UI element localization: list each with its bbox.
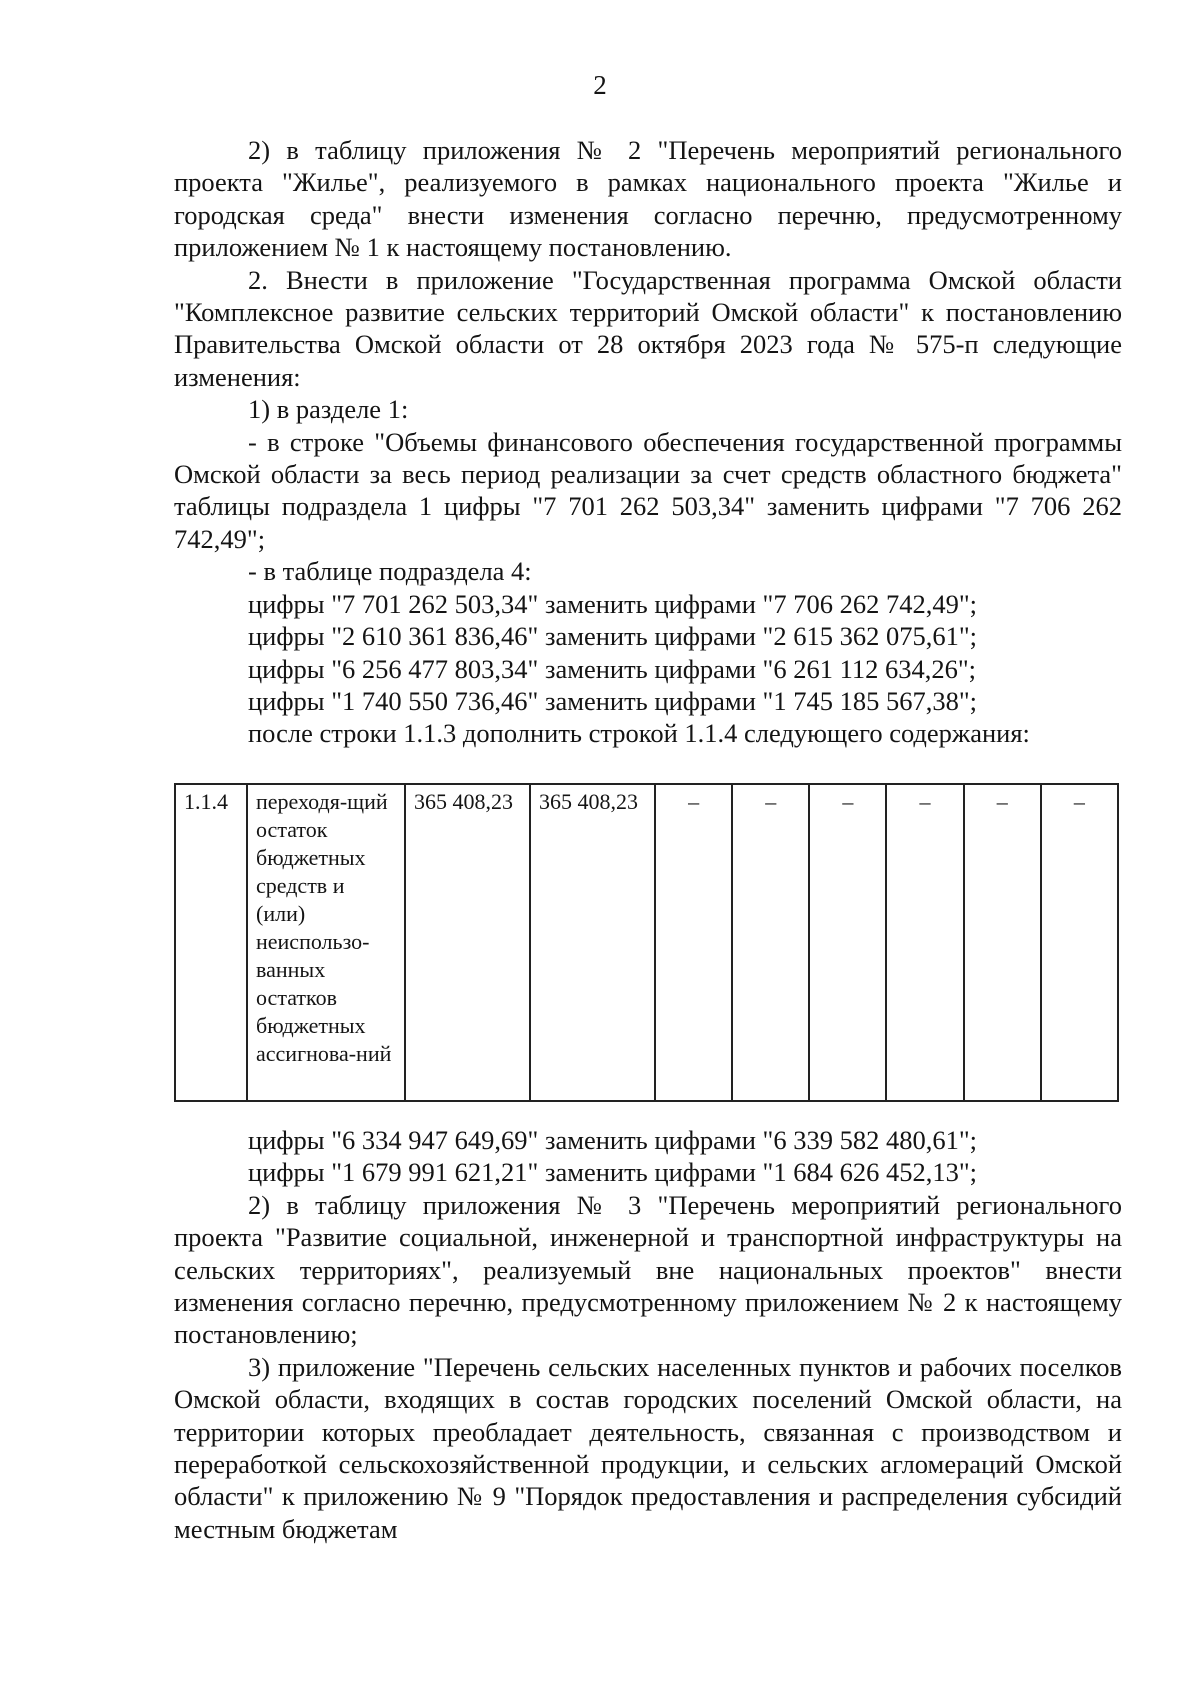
replacement-line: цифры "2 610 361 836,46" заменить цифрами "2 615 362 075,61"; — [248, 621, 978, 652]
table-row — [175, 784, 1118, 1101]
row-name-cell: переходя-щий остаток бюджетных средств и (или) неиспользо-ванных остатков бюджетных ассигнова-ний — [247, 784, 405, 1101]
replacement-line: цифры "1 740 550 736,46" заменить цифрами "1 745 185 567,38"; — [248, 685, 978, 716]
dash-cell: – — [809, 784, 886, 1101]
replacement-line: цифры "1 679 991 621,21" заменить цифрами "1 684 626 452,13"; — [248, 1157, 978, 1188]
paragraph-section-1-heading: 1) в разделе 1: — [248, 394, 409, 425]
value-cell-1: 365 408,23 — [405, 784, 530, 1101]
value-cell-2: 365 408,23 — [530, 784, 655, 1101]
paragraph-item-3-appendix: 3) приложение "Перечень сельских населенных пунктов и рабочих поселков Омской области, входящих в состав городских поселений Омской области, на территории которых преобладает деятельность, связанная с производством и переработкой сельскохозяйственной продукции, и сельских агломераций Омской области" к приложению № 9 "Порядок предоставления и распределения субсидий местным бюджетам — [174, 1351, 1122, 1544]
bottom-text-block — [174, 1124, 1122, 1545]
dash-cell: – — [655, 784, 732, 1101]
dash-cell: – — [886, 784, 963, 1101]
paragraph-section-2-intro: 2. Внести в приложение "Государственная программа Омской области "Комплексное развитие сельских территорий Омской области" к постановлению Правительства Омской области от 28 октября 2023 года № 575-п следующие изменения: — [174, 264, 1122, 392]
paragraph-item-2-appendix-2: 2) в таблицу приложения № 2 "Перечень мероприятий регионального проекта "Жилье", реализуемого в рамках национального проекта "Жилье и городская среда" внести изменения согласно перечню, предусмотренному приложением № 1 к настоящему постановлению. — [174, 135, 1122, 263]
replacement-line: цифры "7 701 262 503,34" заменить цифрами "7 706 262 742,49"; — [248, 588, 978, 619]
replacement-line: цифры "6 256 477 803,34" заменить цифрами "6 261 112 634,26"; — [248, 653, 977, 684]
top-text-block — [174, 134, 1122, 750]
paragraph-item-2-appendix-3: 2) в таблицу приложения № 3 "Перечень мероприятий регионального проекта "Развитие социальной, инженерной и транспортной инфраструктуры на сельских территориях", реализуемый вне национальных проектов" внести изменения согласно перечню, предусмотренному приложением № 2 к настоящему постановлению; — [174, 1189, 1122, 1350]
replacement-line: цифры "6 334 947 649,69" заменить цифрами "6 339 582 480,61"; — [248, 1125, 978, 1155]
inserted-row-table — [174, 783, 1119, 1102]
page-number: 2 — [593, 70, 607, 100]
paragraph-funding-row-change: - в строке "Объемы финансового обеспечения государственной программы Омской области за весь период реализации за счет средств областного бюджета" таблицы подраздела 1 цифры "7 701 262 503,34" заменить цифрами "7 706 262 742,49"; — [174, 426, 1122, 554]
row-number-cell: 1.1.4 — [175, 784, 247, 1101]
dash-cell: – — [1041, 784, 1118, 1101]
paragraph-subsection-4-heading: - в таблице подраздела 4: — [248, 556, 532, 587]
dash-cell: – — [732, 784, 809, 1101]
dash-cell: – — [964, 784, 1041, 1101]
insert-row-instruction: после строки 1.1.3 дополнить строкой 1.1.4 следующего содержания: — [248, 718, 1030, 749]
